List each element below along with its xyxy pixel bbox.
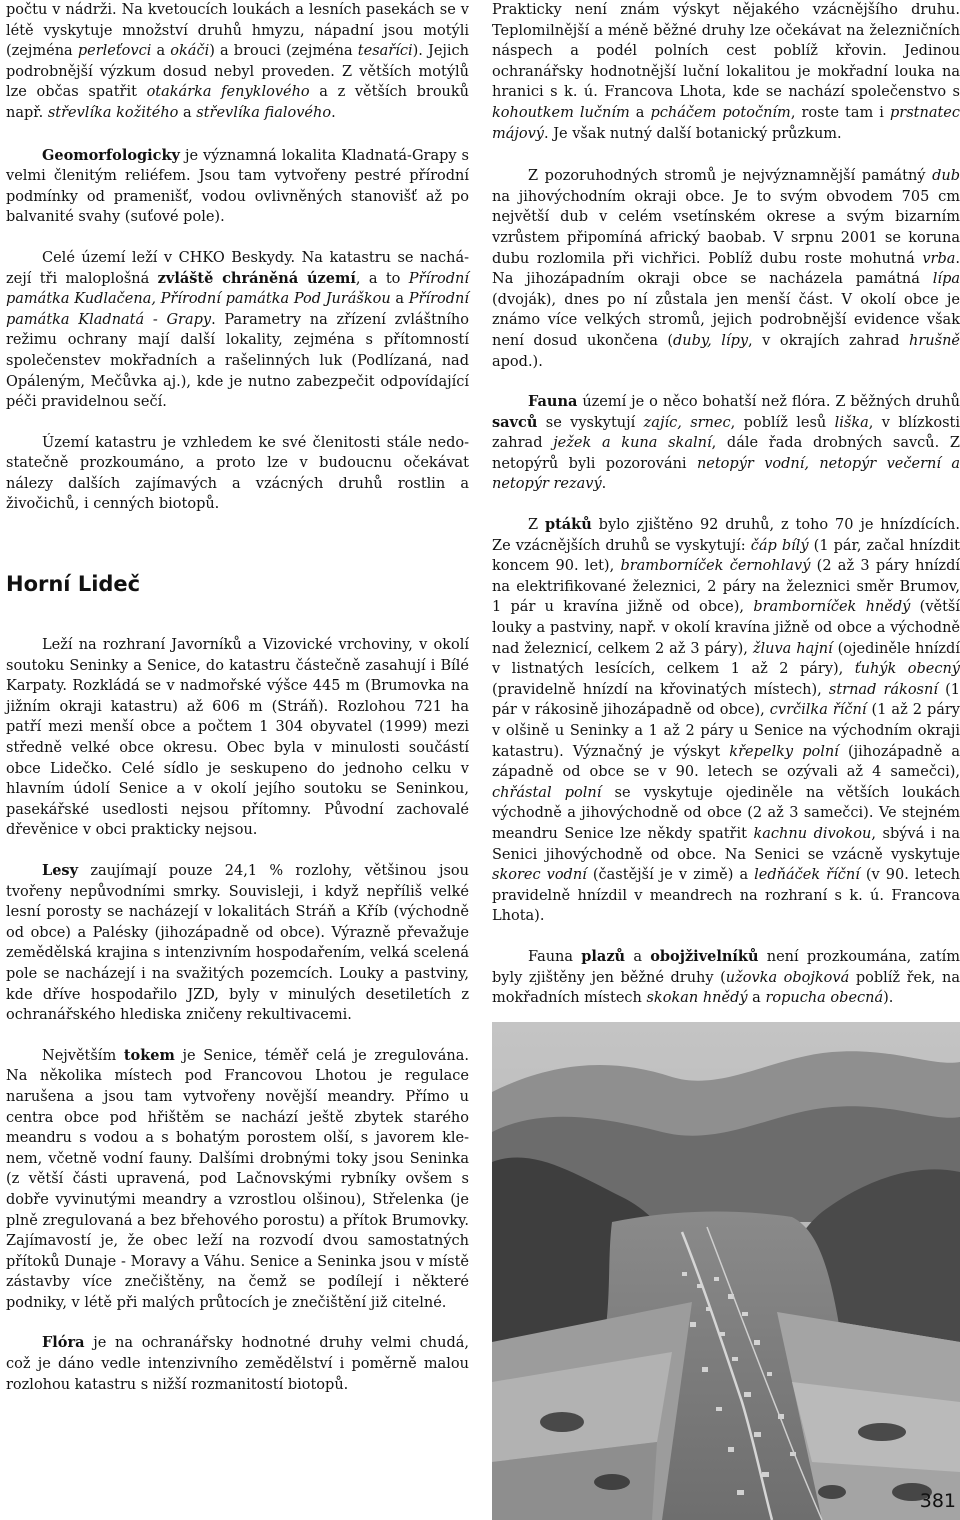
paragraph-fauna-mammals: Fauna území je o něco bohatší než flóra. Z běžných druhů savců se vyskytují zajíc, srnec, poblíž lesů liška, v blízkosti zahrad ježek a kuna skalní, dále řada drobných savců. Z netopýrů byli pozorováni netopýr vodní, netopýr večerní a netopýr rezavý. [492, 393, 960, 493]
section-heading-horni-lidec: Horní Lideč [6, 572, 141, 597]
left-column [6, 0, 469, 1395]
page-number: 381 [919, 1490, 956, 1512]
paragraph-trees: Z pozoruhodných stromů je nejvýznamnější památný dub na jihovýchodním okraji obce. Je to svým obvodem 705 cm největší dub v celém vsetínském okrese a svým bizarním vzrůstem připomíná africký baobab. V srpnu 2001 se koruna dubu rozlomila při vichřici. Poblíž dubu roste mohutná vrba. Na jihozápadním okraji obce se nacházela památná lípa (dvoják), dnes po ní zůstala jen menší část. V okolí obce je známo více velkých stromů, jejich podrobnější evidence však není dosud ukončena (duby, lípy, v okrajích zahrad hrušně apod.). [492, 168, 960, 370]
paragraph-geomorphology: Geomorfologicky je významná lokalita Kladnatá-Grapy s velmi členitým reliéfem. Jsou tam vytvořeny pestré přírodní podmínky od pramenišť, vodou ovlivněných stanovišť až po balvanité svahy (suťové pole). [6, 146, 469, 226]
paragraph-unexplored: Území katastru je vzhledem ke své členitosti stále nedostatečně prozkoumáno, a proto lze v budoucnu očekávat nálezy dalších zajímavých a vzácných druhů rostlin a živočichů, i cenných biotopů. [6, 434, 469, 513]
paragraph-location: Leží na rozhraní Javorníků a Vizovické vrchoviny, v okolí soutoku Seninky a Senice, do katastru částečně zasahují i Bílé Karpaty. Rozkládá se v nadmořské výšce 445 m (Brumovka na jižním okraji katastru) až 606 m (Stráň). Rozlohou 721 ha patří mezi menší obce a počtem 1 304 obyvatel (1999) mezi středně velké obce okresu. Obec byla v minulosti součástí obce Lidečko. Celé sídlo je seskupeno do jednoho celku v hlavním údolí Senice a v okolí jejího soutoku se Seninkou, pasekářské usedlosti nejsou přítomny. Původní zachovalé dřevěnice v obci prakticky nejsou. [6, 637, 469, 839]
paragraph-flora: Flóra je na ochranářsky hodnotné druhy velmi chudá, což je dáno vedle intenzivního zemědělství i poměrně malou rozlohou katastru s nižší rozmanitostí biotopů. [6, 1334, 469, 1393]
aerial-landscape-image [492, 1022, 960, 1520]
paragraph-insects: počtu v nádrži. Na kvetoucích loukách a lesních pasekách se v létě vyskytuje množství druhů hmyzu, nápadní jsou motýli (zejména perleťovci a okáči) a brouci (zejména tesaříci). Jejich podrobnější výzkum dosud nebyl proveden. Z větších motýlů lze občas spatřit otakárka fenyklového a z větších brouků např. střevlíka kožitého a střevlíka fialového. [6, 2, 470, 121]
paragraph-streams: Největším tokem je Senice, téměř celá je zregulována. Na několika místech pod Francovou Lhotou je regulace narušena a jsou tam vytvořeny novější meandry. Přímo u centra obce pod hřištěm se nachází ještě zbytek starého meandru s vodou a s bohatým porostem olší, s javorem klenem, včetně vodní fauny. Dalšími drobnými toky jsou Seninka (z větší části upravená, pod Lačnovskými rybníky ovšem s dobře vyvinutými meandry a vzrostlou olšinou), Střelenka (je plně zregulovaná a bez břehového porostu) a přítok Brumovky. Zajímavostí je, že obec leží na rozvodí dvou samostatných přítoků Dunaje - Moravy a Váhu. Senice a Seninka jsou v místě zástavby více znečištěny, na čemž se podílejí i některé podniky, v létě při malých průtocích je znečištění již citelné. [6, 1046, 469, 1311]
right-column [492, 0, 960, 1009]
paragraph-protected-areas: Celé území leží v CHKO Beskydy. Na katastru se nacházejí tři maloplošná zvláště chráněná území, a to Přírodní památka Kudlačena, Přírodní památka Pod Juráškou a Přírodní památka Kladnatá - Grapy. Parametry na zřízení zvláštního režimu ochrany mají další lokality, zejména s přítomností společenstev mokřadních a rašelinných luk (Podlízaná, nad Opáleným, Mečůvka aj.), kde je nutno zabezpečit odpovídající péči pravidelnou sečí. [6, 249, 469, 411]
paragraph-birds: Z ptáků bylo zjištěno 92 druhů, z toho 70 je hnízdících. Ze vzácnějších druhů se vyskytují: čáp bílý (1 pár, začal hnízdit koncem 90. let), bramborníček černohlavý (2 až 3 páry hnízdí na elektrifikované železnici, 2 páry na železnici směr Brumov, 1 pár u kravína jižně od obce), bramborníček hnědý (větší louky a pastviny, např. v okolí kravína jižně od obce a východně nad železnicí, celkem 2 až 3 páry), žluva hajní (ojediněle hnízdí v listnatých lesících, celkem 1 až 2 páry), ťuhýk obecný (pravidelně hnízdí na křovinatých místech), strnad rákosní (1 pár v rákosině jihozápadně od obce), cvrčilka říční (1 až 2 páry v olšině u Seninky a 1 až 2 páry u Senice na východním okraji katastru). Význačný je výskyt křepelky polní (jihozápadně a západně od obce se v 90. letech se ozývali až 4 samečci), chřástal polní se vyskytuje ojediněle na větších loukách východně a jihovýchodně od obce (2 až 3 samečci). Ve stejném meandru Senice lze někdy spatřit kachnu divokou, sbývá i na Senici jihovýchodně od obce. Na Senici se vzácně vyskytuje skorec vodní (častější je v zimě) a ledňáček říční (v 90. letech pravidelně hnízdil v meandrech na rozhraní s k. ú. Francova Lhota). [492, 516, 960, 925]
paragraph-reptiles-amphibians: Fauna plazů a obojživelníků není prozkoumána, zatím byly zjištěny jen běžné druhy (užovka obojková poblíž řek, na mokřadních místech skokan hnědý a ropucha obecná). [492, 947, 960, 1007]
paragraph-flora-continued: Prakticky není znám výskyt nějakého vzácnějšího druhu. Teplomilnější a méně běžné druhy lze očekávat na železničních náspech a podél polních cest poblíž křovin. Jedinou ochranářsky hodnotnější luční lokalitou je mokřadní louka na hranici s k. ú. Francova Lhota, kde se nachází společenstvo s kohoutkem lučním a pcháčem potočním, roste tam i prstnatec májový. Je však nutný další botanický průzkum. [492, 2, 960, 142]
aerial-valley-photo [492, 1022, 960, 1520]
paragraph-forests: Lesy zaujímají pouze 24,1 % rozlohy, většinou jsou tvořeny nepůvodními smrky. Souvisleji, i když nepříliš velké lesní porosty se nacházejí v lokalitách Stráň a Kříb (východně od obce) a Palésky (jihozápadně od obce). Výrazně převažuje zemědělská krajina s intenzivním hospodařením, velká scelená pole se nacházejí i na svažitých pozemcích. Louky a pastviny, kde dříve hospodařilo JZD, byly v minulých desetiletích z ochranářského hlediska zničeny rekultivacemi. [6, 862, 469, 1024]
